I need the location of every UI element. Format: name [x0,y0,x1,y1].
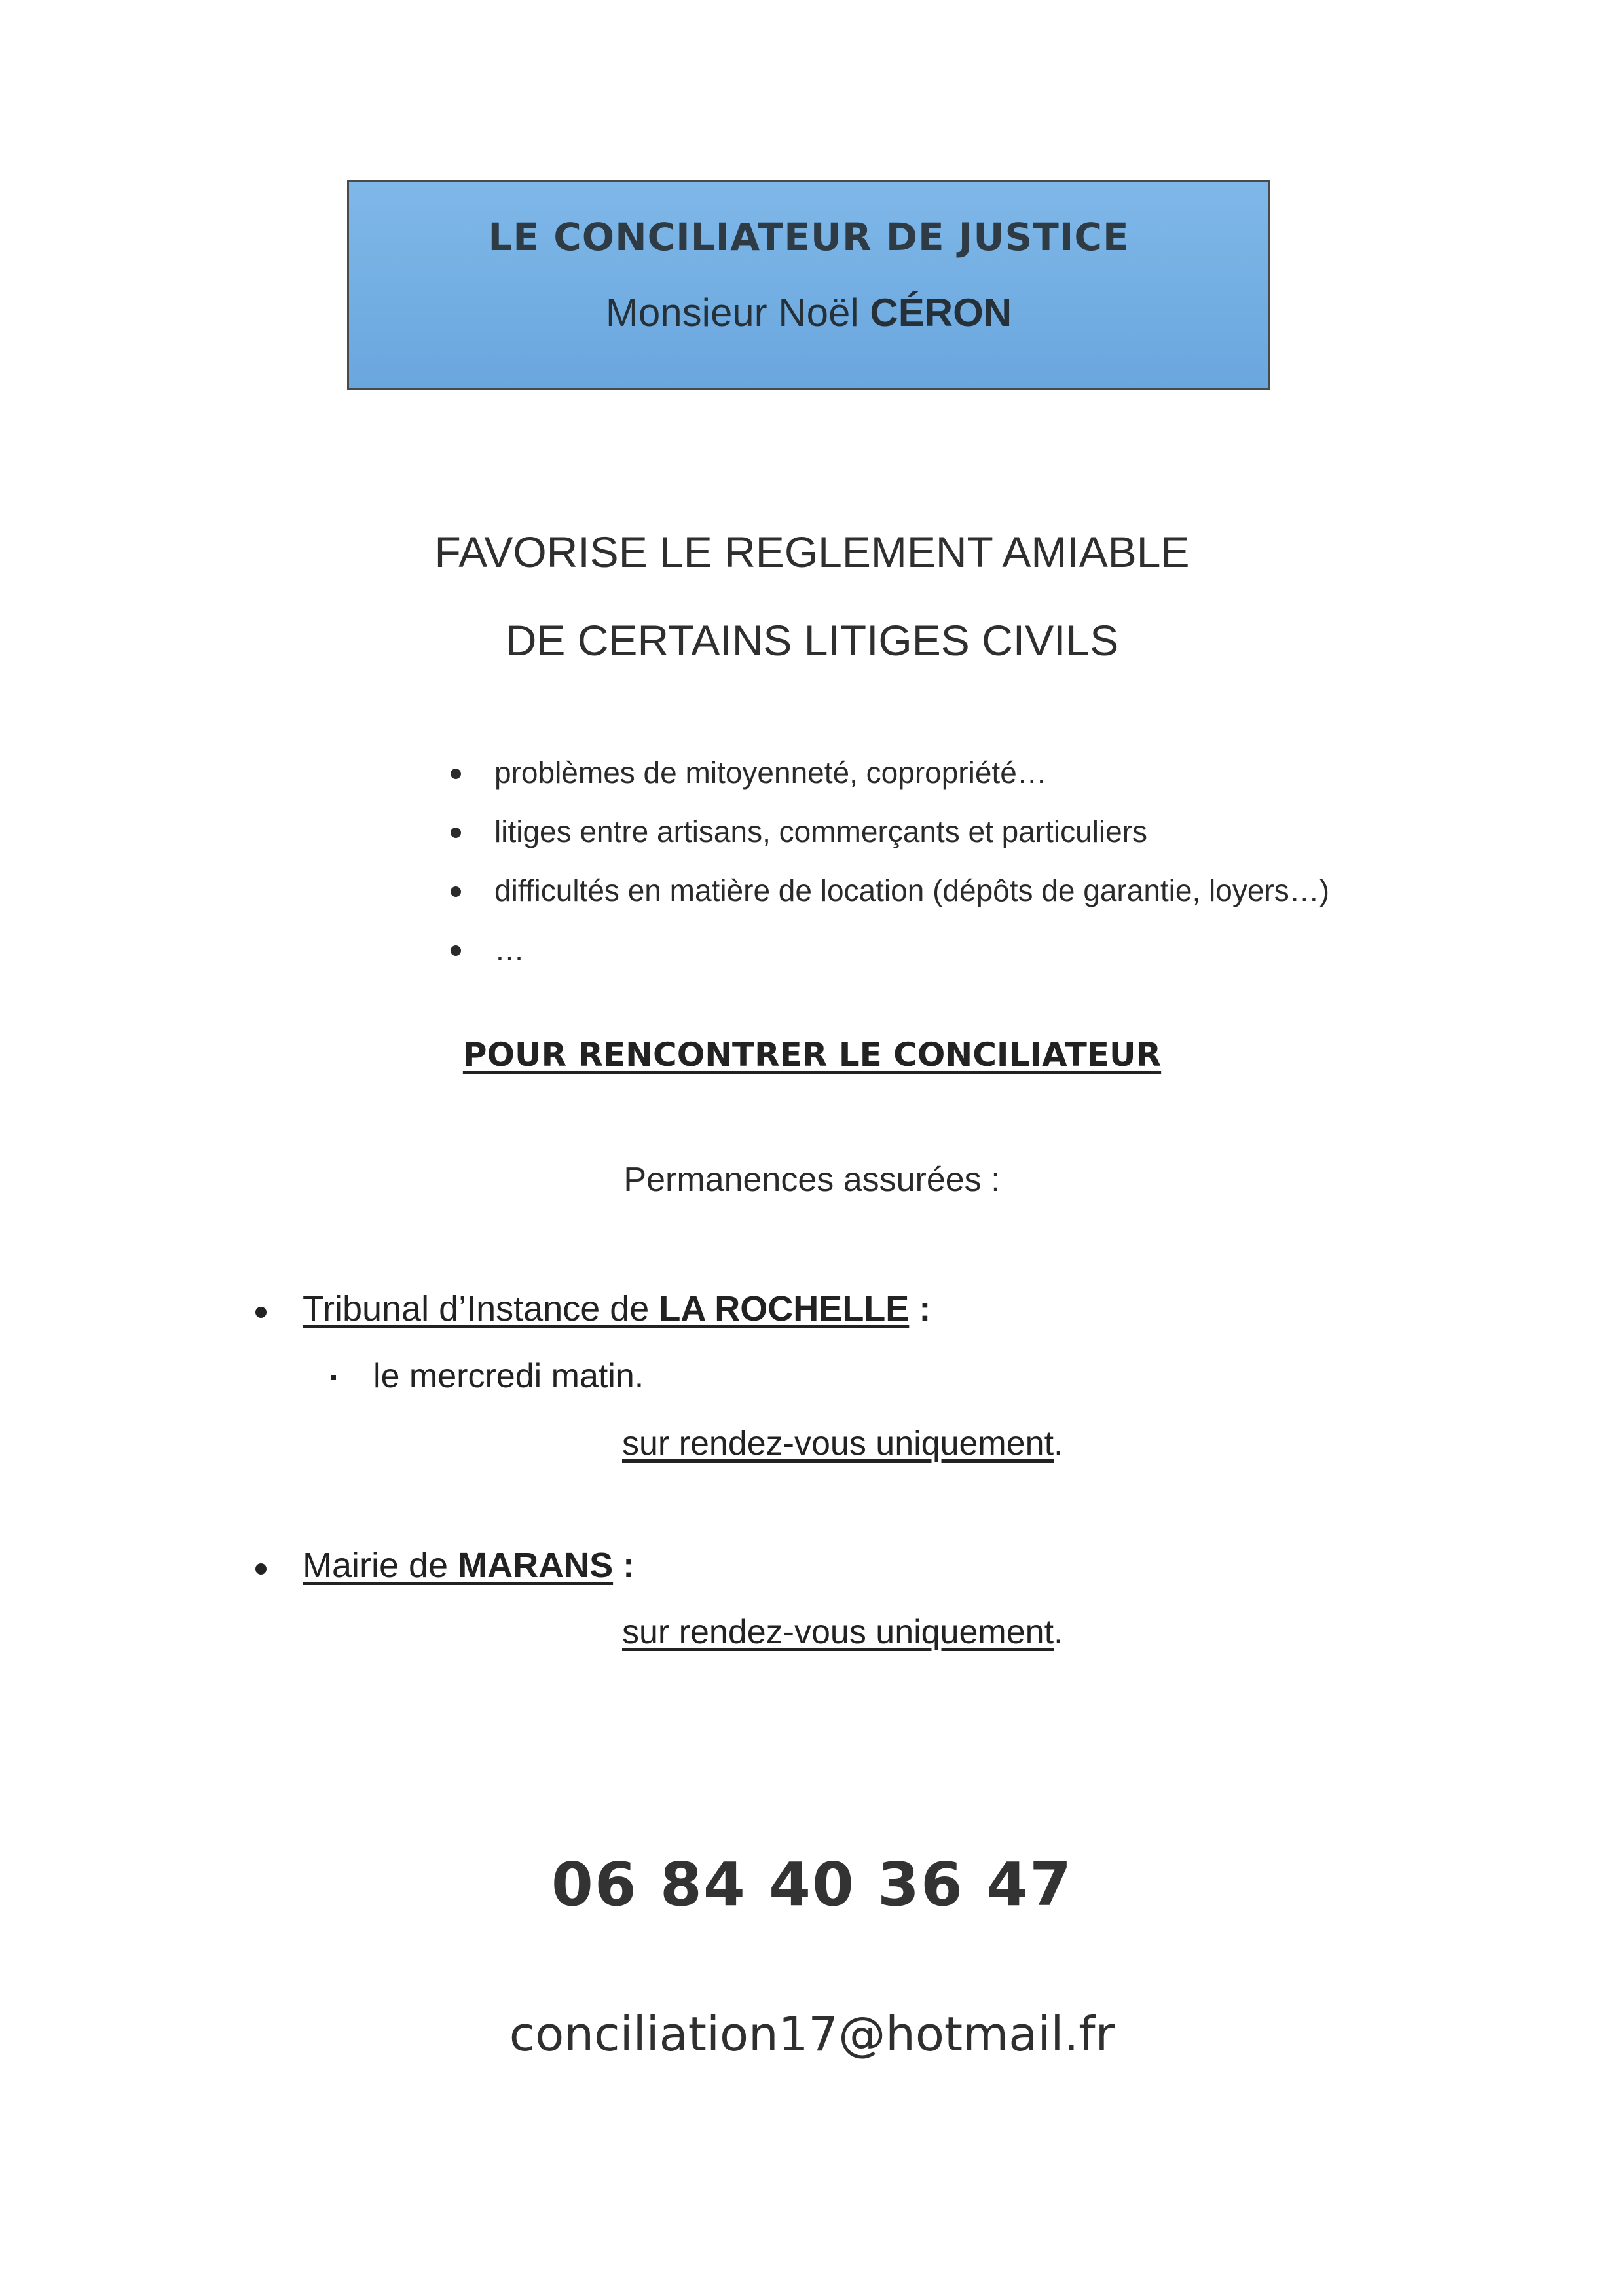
appointment-text: sur rendez-vous uniquement [622,1613,1054,1651]
location-underlined [303,1289,909,1328]
appointment-end: . [1054,1425,1063,1463]
location-label [303,1545,635,1586]
list-item: … [445,930,1329,989]
location-prefix: Tribunal d’Instance de [303,1289,659,1328]
square-bullet-icon [331,1375,336,1380]
location-prefix: Mairie de [303,1546,458,1585]
schedule-text: le mercredi matin. [373,1357,644,1395]
list-item: problèmes de mitoyenneté, copropriété… [445,753,1329,812]
phone-number: 06 84 40 36 47 [551,1850,1073,1920]
appointment-text: sur rendez-vous uniquement [622,1425,1054,1463]
location-underlined [303,1546,613,1585]
litiges-list [445,753,1329,989]
list-item: litiges entre artisans, commerçants et particuliers [445,812,1329,871]
statement-line-2: DE CERTAINS LITIGES CIVILS [505,616,1119,665]
location-city: MARANS [458,1546,614,1585]
location-label [303,1288,931,1329]
appointment-end: . [1054,1613,1063,1651]
conciliator-name [349,290,1268,335]
appointment-note [622,1424,1063,1463]
header-title: LE CONCILIATEUR DE JUSTICE [488,215,1130,259]
appointment-note [622,1613,1063,1652]
location-suffix: : [613,1546,635,1585]
bullet-icon [255,1307,267,1318]
section-title: POUR RENCONTRER LE CONCILIATEUR [462,1036,1162,1074]
location-city: LA ROCHELLE [659,1289,910,1328]
statement-line-1: FAVORISE LE REGLEMENT AMIABLE [434,528,1190,576]
location-suffix: : [909,1289,931,1328]
permanences-label: Permanences assurées : [623,1161,1001,1199]
name-last: CÉRON [870,291,1012,335]
bullet-icon [255,1563,267,1575]
header-box [347,180,1270,390]
name-prefix: Monsieur Noël [605,291,870,335]
email-address: conciliation17@hotmail.fr [509,2007,1115,2062]
list-item: difficultés en matière de location (dépôts de garantie, loyers…) [445,871,1329,930]
